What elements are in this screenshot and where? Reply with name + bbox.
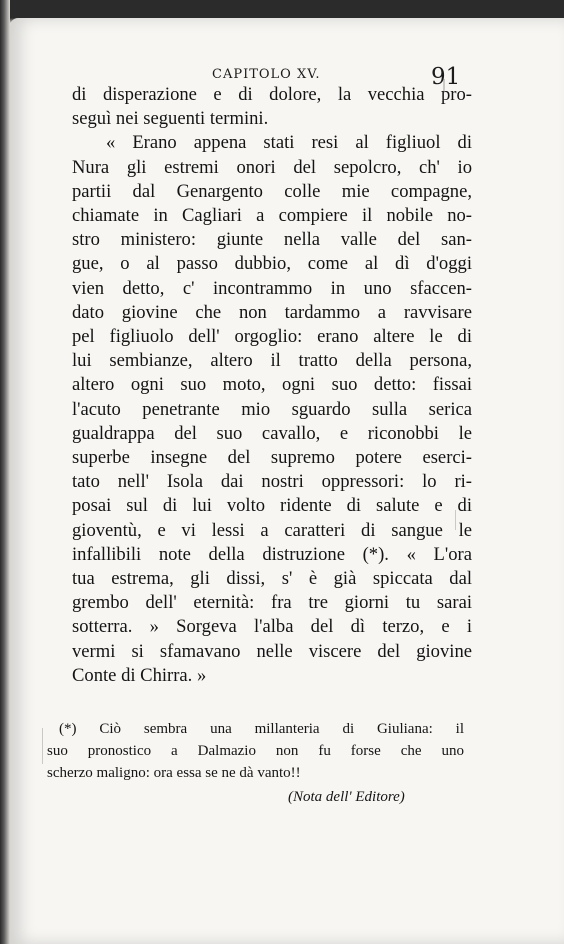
text-line: altero ogni suo moto, ogni suo detto: fissai bbox=[72, 374, 472, 396]
footnote-line: (*) Ciò sembra una millanteria di Giuliana: il bbox=[59, 721, 464, 737]
text-line: gue, o al passo dubbio, come al dì d'oggi bbox=[72, 253, 472, 275]
print-mark bbox=[443, 79, 445, 91]
text-line: di disperazione e di dolore, la vecchia pro- bbox=[72, 84, 472, 105]
text-line: l'acuto penetrante mio sguardo sulla serica bbox=[72, 398, 472, 420]
text-line: lui sembianze, altero il tratto della persona, bbox=[72, 350, 472, 372]
text-line: Nura gli estremi onori del sepolcro, ch' io bbox=[72, 156, 472, 178]
chapter-header: CAPITOLO XV. bbox=[212, 67, 321, 82]
text-line: seguì nei seguenti termini. bbox=[72, 108, 269, 130]
text-line: sotterra. » Sorgeva l'alba del dì terzo, e i bbox=[72, 616, 472, 638]
text-line: partii dal Genargento colle mie compagne, bbox=[72, 180, 472, 202]
page-number: 91 bbox=[431, 64, 461, 90]
footnote bbox=[47, 718, 464, 784]
text-line: infallibili note della distruzione (*). « L'ora bbox=[72, 543, 472, 565]
text-line: vien detto, c' incontrammo in uno sfaccen- bbox=[72, 277, 472, 299]
text-line: stro ministero: giunte nella valle del san- bbox=[72, 229, 472, 251]
text-line: vermi si sfamavano nelle viscere del giovine bbox=[72, 640, 472, 662]
print-mark bbox=[42, 728, 43, 764]
text-line: tua estrema, gli dissi, s' è già spiccata dal bbox=[72, 568, 472, 590]
text-line: pel figliuolo dell' orgoglio: erano altere le di bbox=[72, 326, 472, 348]
editor-note: (Nota dell' Editore) bbox=[288, 789, 405, 805]
text-line: dato giovine che non tardammo a ravvisare bbox=[72, 301, 472, 323]
text-line: gualdrappa del suo cavallo, e riconobbi le bbox=[72, 422, 472, 444]
text-line: « Erano appena stati resi al figliuol di bbox=[106, 132, 472, 154]
footnote-line: suo pronostico a Dalmazio non fu forse che uno bbox=[47, 743, 464, 759]
text-line: Conte di Chirra. » bbox=[72, 664, 207, 686]
footnote-line: scherzo maligno: ora essa se ne dà vanto!! bbox=[47, 765, 301, 781]
print-mark bbox=[455, 510, 456, 530]
text-line: posai sul di lui volto ridente di salute e di bbox=[72, 495, 472, 517]
main-text bbox=[72, 83, 472, 688]
text-line: chiamate in Cagliari a compiere il nobile no- bbox=[72, 205, 472, 227]
text-line: grembo dell' eternità: fra tre giorni tu sarai bbox=[72, 592, 472, 614]
text-line: tato nell' Isola dai nostri oppressori: lo ri- bbox=[72, 471, 472, 493]
book-spine-shadow bbox=[0, 0, 10, 944]
text-line: superbe insegne del supremo potere eserci- bbox=[72, 447, 472, 469]
text-line: gioventù, e vi lessi a caratteri di sangue le bbox=[72, 519, 472, 541]
